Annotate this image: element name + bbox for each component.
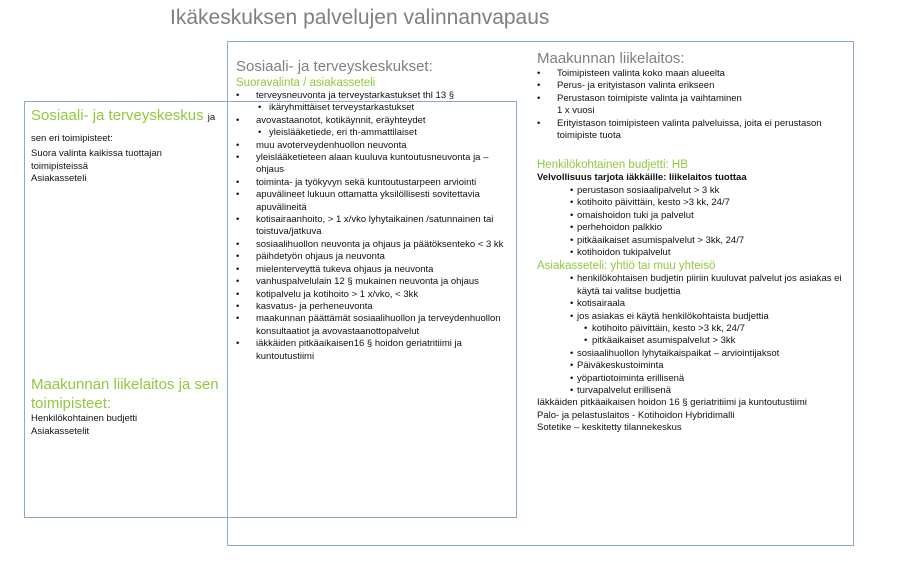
hb-obligation: Velvollisuus tarjota iäkkäille: liikelaitos tuottaa — [537, 172, 747, 184]
sote-heading-suffix: ja sen eri toimipisteet: — [31, 112, 216, 144]
asiakasseteli-item: • pitkäaikaiset asumispalvelut > 3kk — [537, 335, 842, 347]
list-item: • maakunnan päättämät sosiaalihuollon ja terveydenhuollon konsultaatiot ja avovastaanottopalvelut — [236, 313, 504, 338]
sote-panel — [31, 106, 221, 186]
asiakasseteli-item: • kotihoito päivittäin, kesto >3 kk, 24/7 — [537, 323, 842, 335]
hb-item: • pitkäaikaiset asumispalvelut > 3kk, 24/7 — [537, 235, 842, 247]
list-item: • Perus- ja erityistason valinta erikseen — [537, 80, 842, 92]
asiakasseteli-list — [537, 273, 842, 397]
sote-services-subheading: Suoravalinta / asiakasseteli — [236, 77, 376, 89]
maakunta-line: Henkilökohtainen budjetti — [31, 413, 138, 424]
hb-list — [537, 185, 842, 259]
asiakasseteli-item: • turvapalvelut erillisenä — [537, 385, 842, 397]
sub-list-item: • ikäryhmittäiset terveystarkastukset — [236, 102, 504, 114]
asiakasseteli-item: • henkilökohtaisen budjetin piiriin kuuluvat palvelut jos asiakas ei käytä tai valitse budjettia — [537, 273, 842, 298]
list-item: • apuvälineet lukuun ottamatta yksilöllisesti sovitettavia apuvälineitä — [236, 189, 504, 214]
sote-services-column — [236, 58, 504, 363]
list-item: • iäkkäiden pitkäaikaisen16 § hoidon geriatritiimi ja kuntoutustiimi — [236, 338, 504, 363]
tail-line: Sotetike – keskitetty tilannekeskus — [537, 422, 682, 434]
list-item: • päihdetyön ohjaus ja neuvonta — [236, 251, 504, 263]
sote-line: Suora valinta kaikissa tuottajan toimipisteissä — [31, 148, 162, 172]
list-item: • Perustason toimipiste valinta ja vaihtaminen — [537, 93, 842, 105]
asiakasseteli-item: • kotisairaala — [537, 298, 842, 310]
maakunta-line: Asiakassetelit — [31, 425, 90, 437]
list-item: • mielenterveyttä tukeva ohjaus ja neuvonta — [236, 264, 504, 276]
list-item: 1 x vuosi — [557, 105, 595, 117]
sote-services-list — [236, 90, 504, 363]
asiakasseteli-item: • yöpartiotoiminta erillisenä — [537, 373, 842, 385]
tail-lines — [537, 397, 842, 434]
list-item: • yleislääketieteen alaan kuuluva kuntoutusneuvonta ja –ohjaus — [236, 152, 504, 177]
list-item: • kotisairaanhoito, > 1 x/vko lyhytaikainen /satunnainen tai toistuva/jatkuva — [236, 214, 504, 239]
tail-line: Iäkkäiden pitkäaikaisen hoidon 16 § geriatritiimi ja kuntoutustiimi — [537, 397, 807, 409]
list-item: • Toimipisteen valinta koko maan alueelta — [537, 68, 842, 80]
sote-heading-text: Sosiaali- ja terveyskeskus — [31, 107, 204, 124]
list-item: • vanhuspalvelulain 12 § mukainen neuvonta ja ohjaus — [236, 276, 504, 288]
asiakasseteli-heading: Asiakasseteli: yhtiö tai muu yhteisö — [537, 260, 716, 273]
tail-line: Palo- ja pelastuslaitos - Kotihoidon Hybridimalli — [537, 409, 735, 421]
list-item: • Erityistason toimipisteen valinta palveluissa, joita ei perustason toimipiste tuota — [537, 118, 842, 143]
hb-item: • kotihoidon tukipalvelut — [537, 247, 842, 259]
hb-item: • perustason sosiaalipalvelut > 3 kk — [537, 185, 842, 197]
asiakasseteli-item: • jos asiakas ei käytä henkilökohtaista budjettia — [537, 311, 842, 323]
maakunta-heading: Maakunnan liikelaitos ja sen toimipisteet: — [31, 376, 219, 412]
sote-services-heading: Sosiaali- ja terveyskeskukset: — [236, 58, 433, 75]
hb-item: • kotihoito päivittäin, kesto >3 kk, 24/7 — [537, 197, 842, 209]
liikelaitos-heading: Maakunnan liikelaitos: — [537, 50, 685, 67]
list-item: • sosiaalihuollon neuvonta ja ohjaus ja päätöksenteko < 3 kk — [236, 239, 504, 251]
hb-item: • perhehoidon palkkio — [537, 222, 842, 234]
sote-line: Asiakasseteli — [31, 173, 87, 184]
liikelaitos-column — [537, 50, 842, 435]
list-item: • toiminta- ja työkyvyn sekä kuntoutustarpeen arviointi — [236, 177, 504, 189]
asiakasseteli-item: • Päiväkeskustoiminta — [537, 360, 842, 372]
list-item: • terveysneuvonta ja terveystarkastukset thl 13 § — [236, 90, 504, 102]
maakunta-panel — [31, 375, 221, 438]
list-item: • muu avoterveydenhuollon neuvonta — [236, 140, 504, 152]
page-title: Ikäkeskuksen palvelujen valinnanvapaus — [170, 6, 550, 29]
hb-heading: Henkilökohtainen budjetti: HB — [537, 159, 688, 172]
sote-heading — [31, 106, 221, 148]
sub-list-item: • yleislääketiede, eri th-ammattilaiset — [236, 127, 504, 139]
list-item: • avovastaanotot, kotikäynnit, eräyhteydet — [236, 115, 504, 127]
asiakasseteli-item: • sosiaalihuollon lyhytaikaispaikat – arviointijaksot — [537, 348, 842, 360]
list-item: • kotipalvelu ja kotihoito > 1 x/vko, < 3kk — [236, 289, 504, 301]
liikelaitos-list — [537, 68, 842, 142]
hb-item: • omaishoidon tuki ja palvelut — [537, 210, 842, 222]
list-item: • kasvatus- ja perheneuvonta — [236, 301, 504, 313]
